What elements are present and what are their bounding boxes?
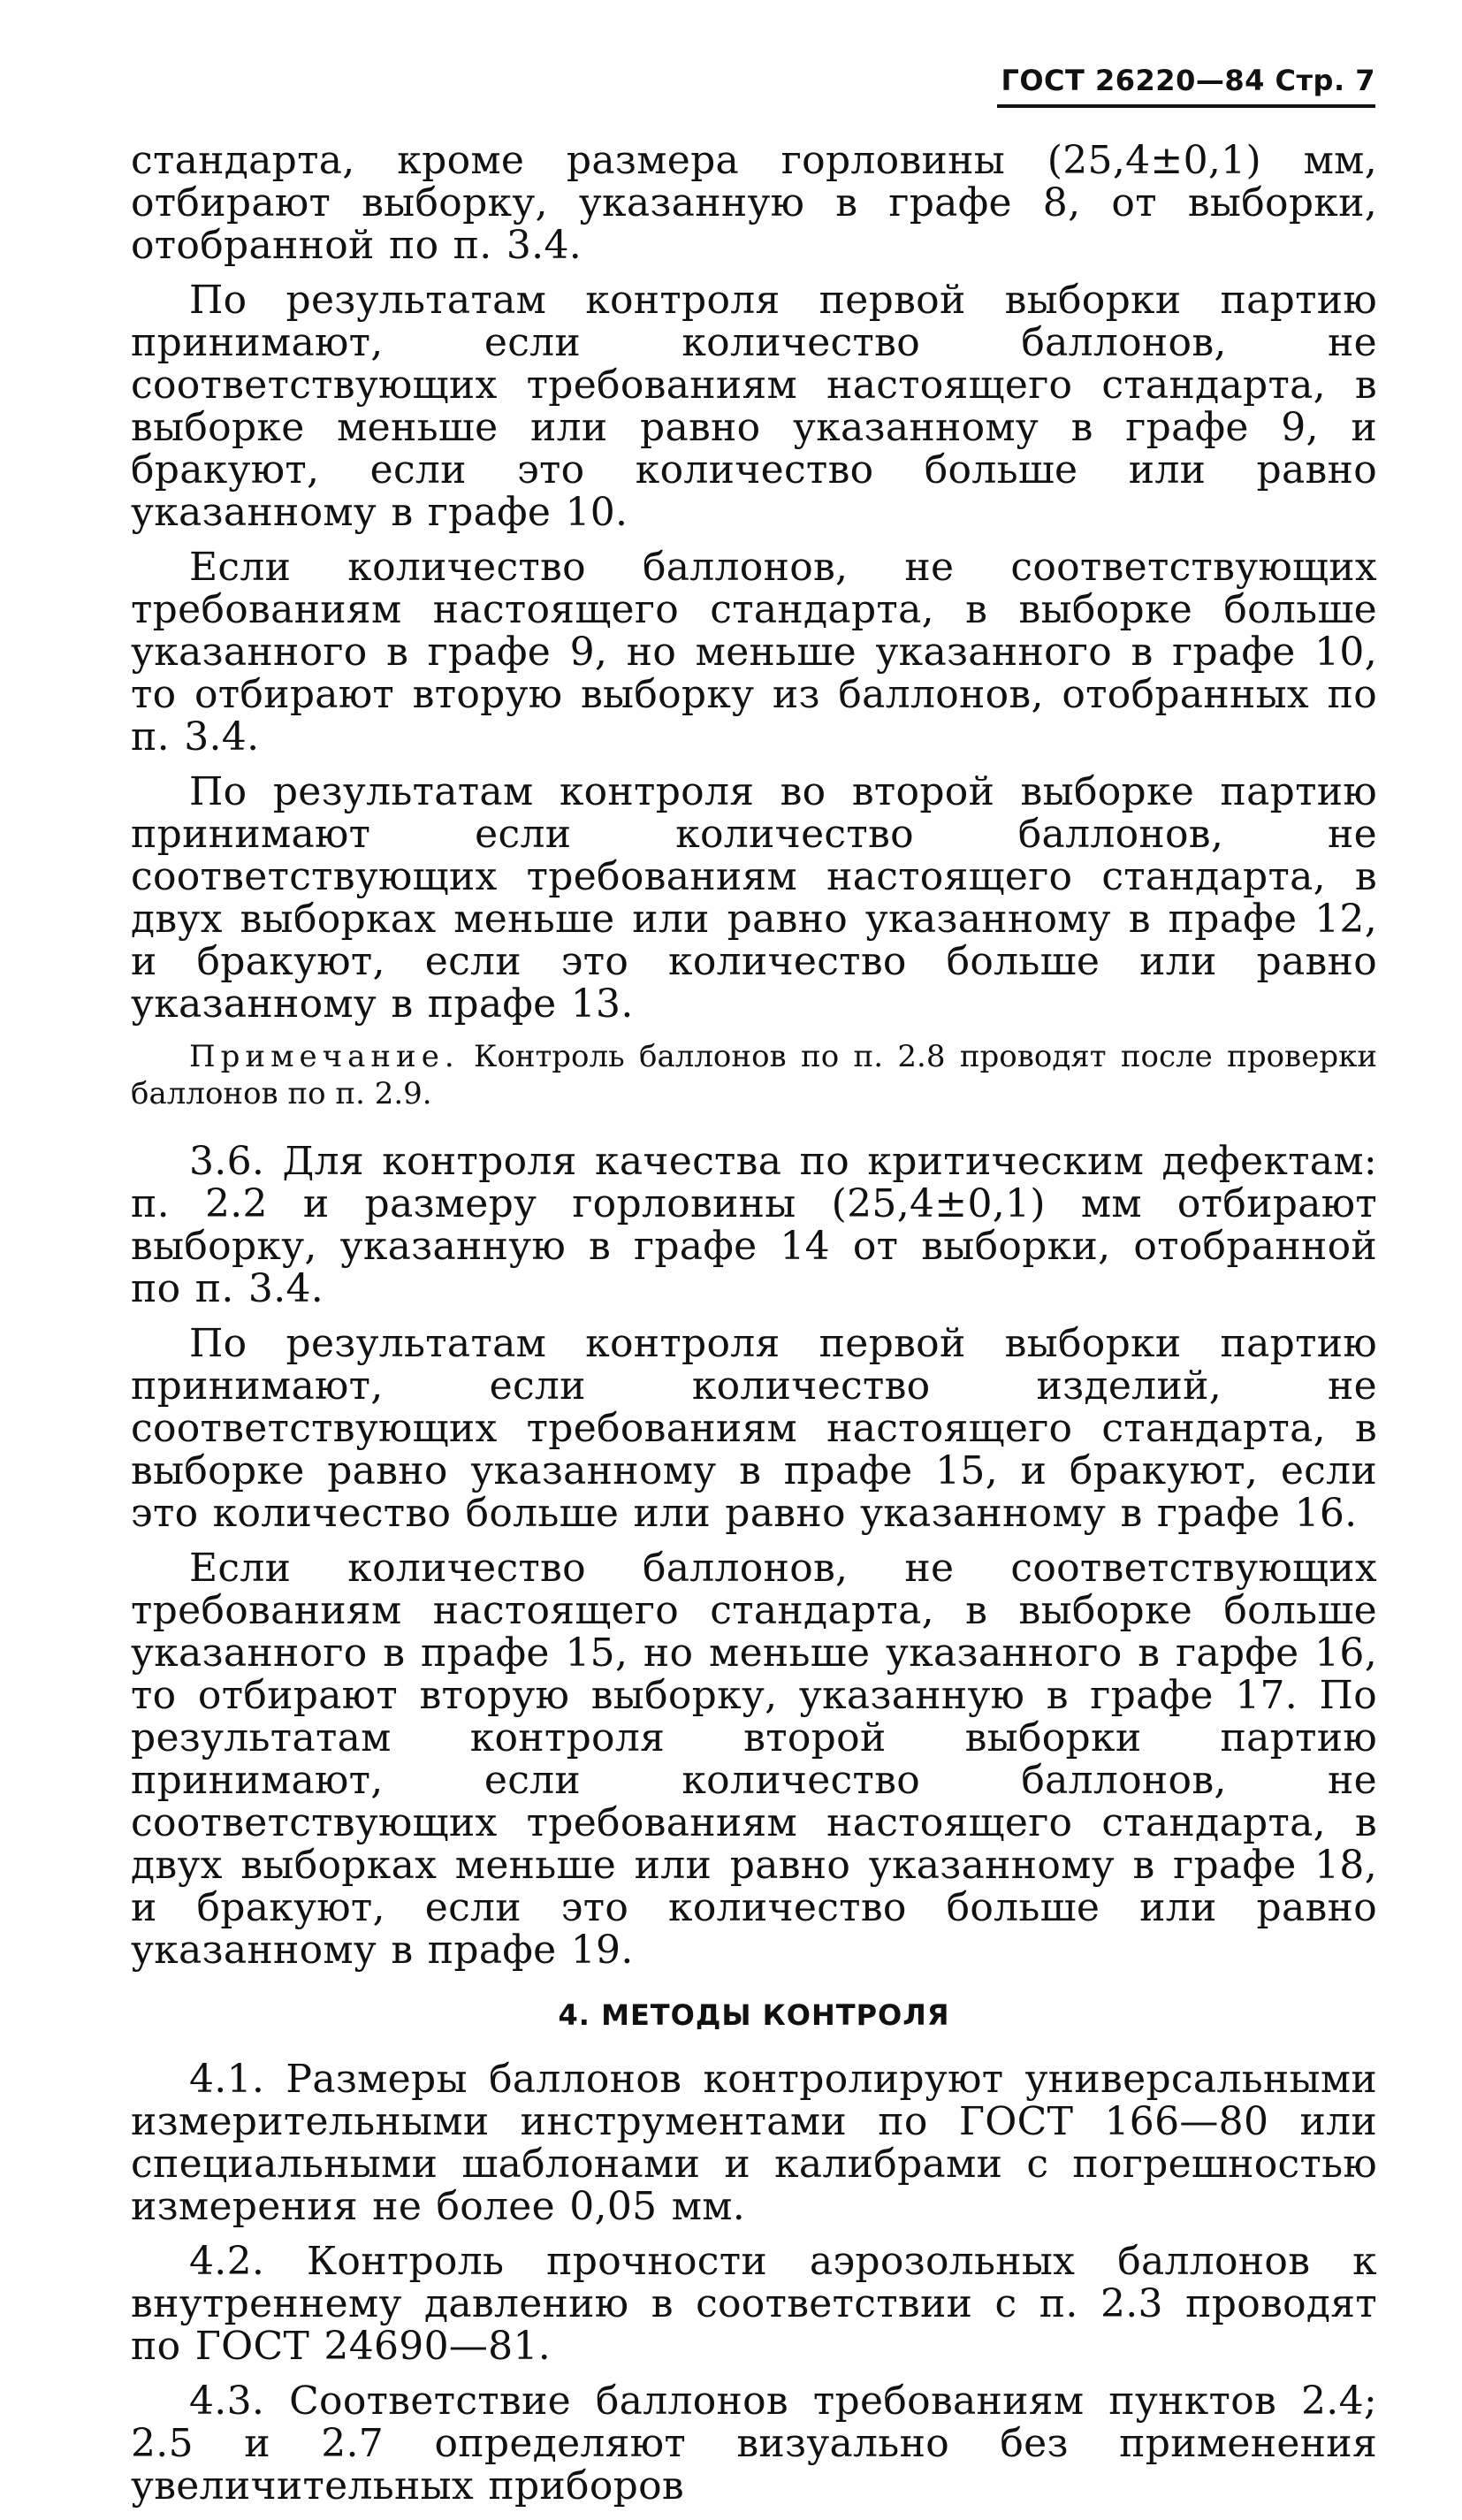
page-body bbox=[131, 140, 1377, 2520]
note bbox=[131, 1038, 1377, 1112]
section-heading: 4. МЕТОДЫ КОНТРОЛЯ bbox=[558, 1998, 950, 2032]
paragraph-4-1: 4.1. Размеры баллонов контролируют универсальными измерительными инструментами по ГОСТ 166—80 или специальными шаблонами и калибрами с погрешностью измерения не более 0,05 мм. bbox=[131, 2057, 1377, 2229]
paragraph-first-sample-result: По результатам контроля первой выборки партию принимают, если количество баллонов, не соответствующих требованиям настоящего стандарта, в выборке меньше или равно указанному в графе 9, и бракуют, если это количество больше или равно указанному в графе 10. bbox=[131, 278, 1377, 535]
paragraph-second-sample-selection: Если количество баллонов, не соответствующих требованиям настоящего стандарта, в выборке больше указанного в графе 9, но меньше указанного в графе 10, то отбирают вторую выборку из баллонов, отобранных по п. 3.4. bbox=[131, 545, 1377, 760]
paragraph-critical-second-sample: Если количество баллонов, не соответствующих требованиям настоящего стандарта, в выборке больше указанного в прафе 15, но меньше указанного в гарфе 16, то отбирают вторую выборку, указанную в графе 17. По результатам контроля второй выборки партию принимают, если количество баллонов, не соответствующих требованиям настоящего стандарта, в двух выборках меньше или равно указанному в графе 18, и бракуют, если это количество больше или равно указанному в прафе 19. bbox=[131, 1546, 1377, 1973]
note-text: Контроль баллонов по п. 2.8 проводят после проверки баллонов по п. 2.9. bbox=[131, 1039, 1377, 1111]
paragraph-4-2: 4.2. Контроль прочности аэрозольных баллонов к внутреннему давлению в соответствии с п. 2.3 проводят по ГОСТ 24690—81. bbox=[131, 2239, 1377, 2369]
running-header: ГОСТ 26220—84 Стр. 7 bbox=[997, 64, 1375, 108]
paragraph-3-6: 3.6. Для контроля качества по критическим дефектам: п. 2.2 и размеру горловины (25,4±0,1) мм отбирают выборку, указанную в графе 14 от выборки, отобранной по п. 3.4. bbox=[131, 1139, 1377, 1311]
paragraph-continuation: стандарта, кроме размера горловины (25,4±0,1) мм, отбирают выборку, указанную в графе 8, от выборки, отобранной по п. 3.4. bbox=[131, 138, 1377, 268]
paragraph-critical-first-result: По результатам контроля первой выборки партию принимают, если количество изделий, не соответствующих требованиям настоящего стандарта, в выборке равно указанному в прафе 15, и бракуют, если это количество больше или равно указанному в графе 16. bbox=[131, 1321, 1377, 1536]
paragraph-4-3: 4.3. Соответствие баллонов требованиям пунктов 2.4; 2.5 и 2.7 определяют визуально без применения увеличительных приборов bbox=[131, 2379, 1377, 2509]
paragraph-second-sample-result: По результатам контроля во второй выборке партию принимают если количество баллонов, не соответствующих требованиям настоящего стандарта, в двух выборках меньше или равно указанному в прафе 12, и бракуют, если это количество больше или равно указанному в прафе 13. bbox=[131, 769, 1377, 1027]
note-label: Примечание. bbox=[189, 1039, 460, 1074]
